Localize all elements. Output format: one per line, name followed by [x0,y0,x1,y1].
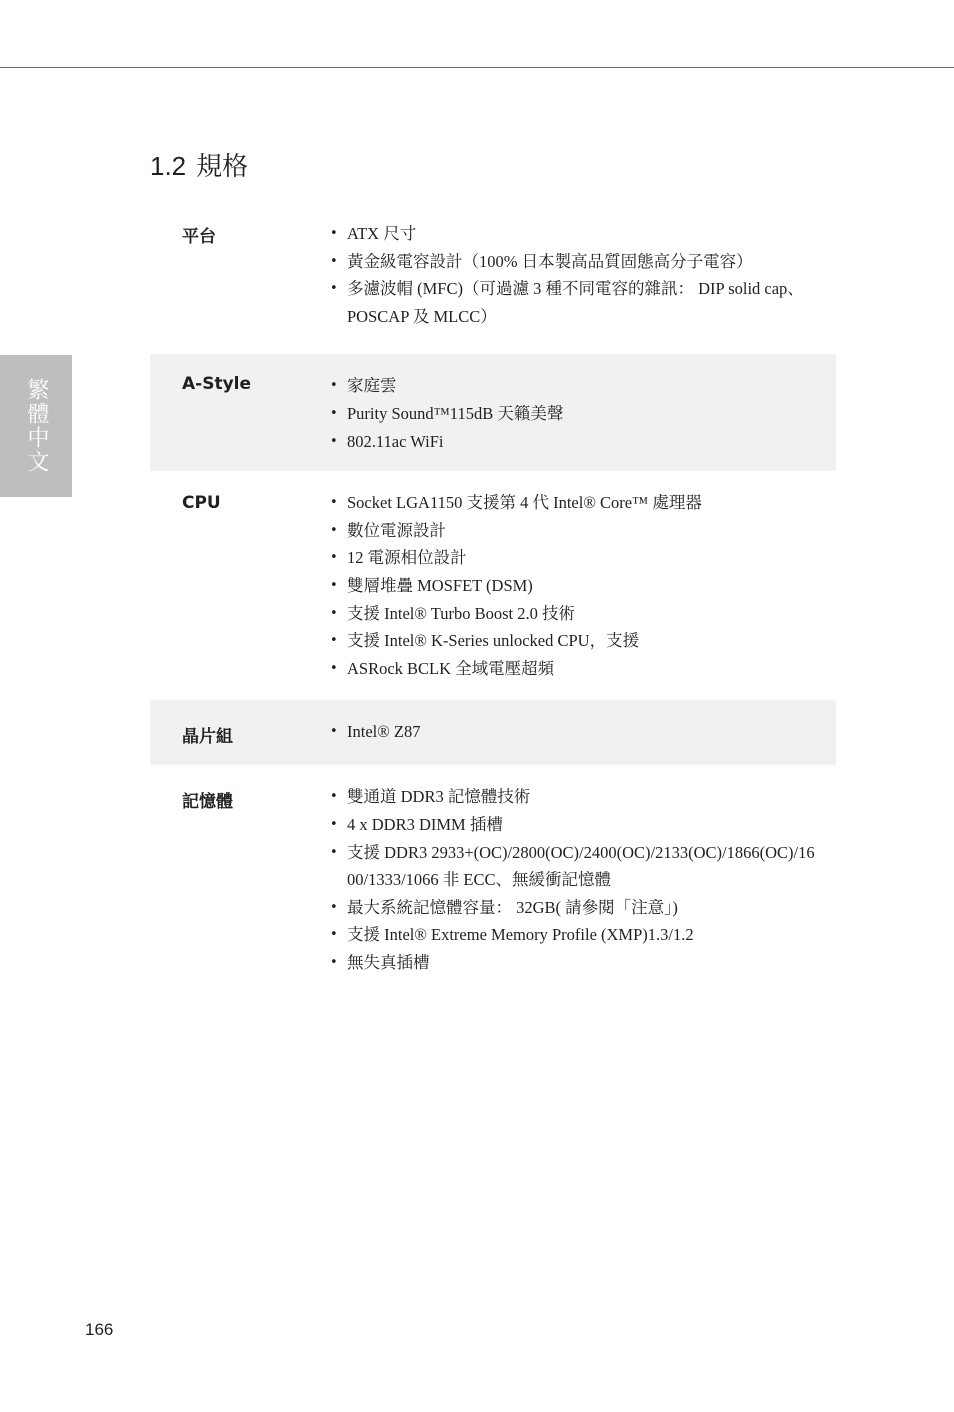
page-number: 166 [85,1320,114,1339]
spec-label-a-style: A-Style [182,374,252,395]
spec-table [150,208,836,994]
spec-row-chipset [150,700,836,765]
list-item: • 多濾波帽 (MFC)（可過濾 3 種不同電容的雜訊： DIP solid cap、POSCAP 及 MLCC） [330,275,836,330]
spec-list-cpu [330,489,836,682]
spec-list-a-style [330,372,836,455]
list-item: • Socket LGA1150 支援第 4 代 Intel® Core™ 處理器 [330,489,836,517]
spec-row-a-style [150,354,836,471]
list-item: • ATX 尺寸 [330,220,836,248]
section-heading [150,146,248,183]
spec-label-cpu: CPU [182,493,221,514]
list-item: • 家庭雲 [330,372,836,400]
spec-list-platform [330,220,836,330]
spec-label-memory: 記憶體 [182,792,233,813]
spec-row-cpu [150,471,836,700]
list-item: • 雙層堆疊 MOSFET (DSM) [330,572,836,600]
spec-list-chipset [330,718,836,747]
list-item: • 4 x DDR3 DIMM 插槽 [330,811,836,839]
section-title: 規格 [196,152,249,182]
spec-row-memory [150,765,836,994]
list-item: • 雙通道 DDR3 記憶體技術 [330,783,836,811]
list-item: • 最大系統記憶體容量： 32GB( 請參閱「注意」) [330,894,836,922]
list-item: • 黃金級電容設計（100% 日本製高品質固態高分子電容） [330,248,836,276]
spec-list-memory [330,783,836,976]
list-item: • ASRock BCLK 全域電壓超頻 [330,655,836,683]
list-item: • 802.11ac WiFi [330,428,836,456]
spec-row-platform [150,208,836,346]
section-number: 1.2 [150,151,187,181]
spec-label-chipset: 晶片組 [182,727,233,748]
list-item: • 支援 Intel® Extreme Memory Profile (XMP)1.3/1.2 [330,921,836,949]
list-item: • 支援 Intel® Turbo Boost 2.0 技術 [330,600,836,628]
language-tab [0,355,72,497]
list-item: • 無失真插槽 [330,949,836,977]
list-item: • 12 電源相位設計 [330,544,836,572]
list-item: • 支援 Intel® K-Series unlocked CPU，支援 [330,627,836,655]
language-tab-label: 繁體中文 [24,378,49,474]
list-item: • Intel® Z87 [330,718,836,746]
list-item: • Purity Sound™115dB 天籟美聲 [330,400,836,428]
top-divider [0,67,954,68]
list-item: • 數位電源設計 [330,517,836,545]
spec-label-platform: 平台 [182,227,216,247]
list-item: • 支援 DDR3 2933+(OC)/2800(OC)/2400(OC)/2133(OC)/1866(OC)/1600/1333/1066 非 ECC、無緩衝記憶體 [330,839,836,894]
